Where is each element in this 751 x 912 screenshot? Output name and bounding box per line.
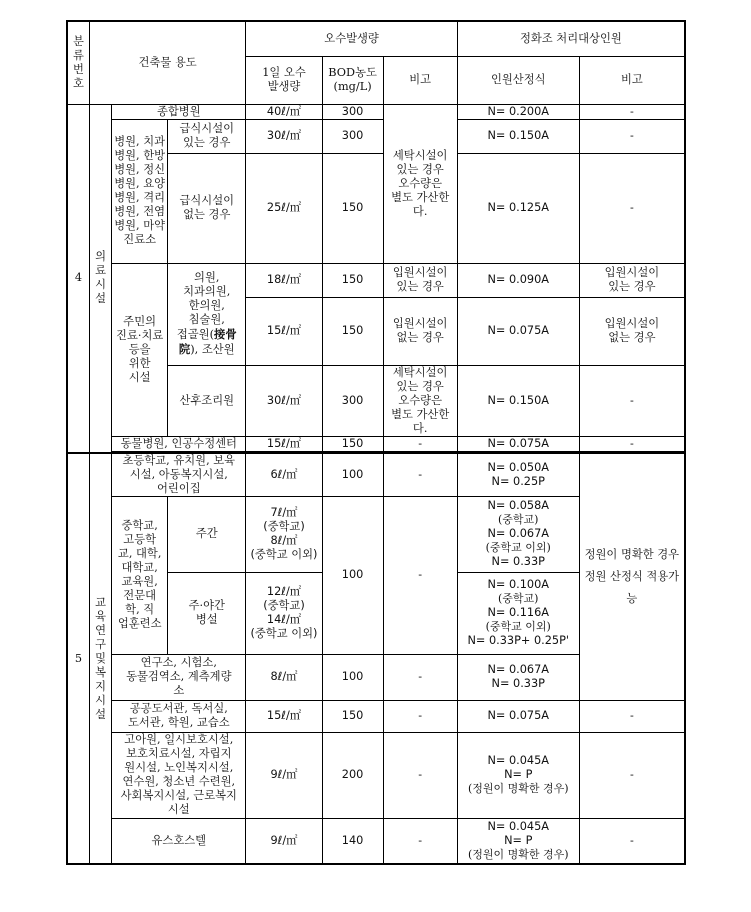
header-note: 비고: [383, 56, 457, 104]
clinic-sub-label: 의원, 치과의원, 한의원, 침술원, 접골원(接骨 院), 조산원: [168, 263, 246, 365]
row-label: 고아원, 일시보호시설, 보호치료시설, 자립지 원시설, 노인복지시설, 연수원, 청소년 수련원, 사회복지시설, 근로복지 시설: [112, 732, 246, 818]
header-formula: 인원산정식: [457, 56, 579, 104]
row-label: 연구소, 시험소, 동물검역소, 계측계량 소: [112, 654, 246, 700]
formula-cell: N= 0.045A N= P (정원이 명확한 경우): [457, 818, 579, 864]
formula-cell: N= 0.067A N= 0.33P: [457, 654, 579, 700]
school-group-label: 중학교, 고등학 교, 대학, 대학교, 교육원, 전문대 학, 직 업훈련소: [112, 496, 168, 654]
bod-value: 150: [322, 263, 383, 297]
sewage-table: [66, 20, 686, 865]
note2-cell: -: [579, 153, 685, 263]
sewage-value: 6ℓ/㎡: [246, 453, 322, 496]
sewage-value: 12ℓ/㎡ (중학교) 14ℓ/㎡ (중학교 이외): [246, 572, 322, 654]
formula-cell: N= 0.045A N= P (정원이 명확한 경우): [457, 732, 579, 818]
sewage-value: 30ℓ/㎡: [246, 365, 322, 436]
header-building-use: 건축물 용도: [89, 21, 246, 104]
bod-value: 300: [322, 104, 383, 119]
bod-value: 150: [322, 436, 383, 452]
formula-cell: N= 0.050A N= 0.25P: [457, 453, 579, 496]
note-cell: -: [383, 436, 457, 452]
formula-cell: N= 0.100A (중학교) N= 0.116A (중학교 이외) N= 0.33P+ 0.25P': [457, 572, 579, 654]
note-cell: -: [383, 818, 457, 864]
header-sewage-generation: 오수발생량: [246, 21, 457, 56]
note-cell: -: [383, 654, 457, 700]
formula-cell: N= 0.150A: [457, 365, 579, 436]
note2-cell: -: [579, 700, 685, 732]
header-category-no: 분류 번호: [67, 21, 89, 104]
row-label: 산후조리원: [168, 365, 246, 436]
bod-value: 150: [322, 700, 383, 732]
bod-value: 300: [322, 365, 383, 436]
note2-cell: -: [579, 104, 685, 119]
note2-cell: -: [579, 732, 685, 818]
note-cell: 세탁시설이 있는 경우 오수량은 별도 가산한다.: [383, 104, 457, 263]
hospital-group-label: 병원, 치과 병원, 한방 병원, 정신 병원, 요양 병원, 격리 병원, 전염 병원, 마약 진료소: [112, 119, 168, 263]
note-cell: 세탁시설이 있는 경우 오수량은 별도 가산한다.: [383, 365, 457, 436]
header-septic-target: 정화조 처리대상인원: [457, 21, 685, 56]
clinic-group-label: 주민의 진료·치료 등을 위한 시설: [112, 263, 168, 436]
sewage-value: 40ℓ/㎡: [246, 104, 322, 119]
note-cell: -: [383, 732, 457, 818]
sewage-value: 8ℓ/㎡: [246, 654, 322, 700]
formula-cell: N= 0.075A: [457, 436, 579, 452]
formula-cell: N= 0.075A: [457, 297, 579, 365]
sewage-value: 9ℓ/㎡: [246, 818, 322, 864]
formula-cell: N= 0.200A: [457, 104, 579, 119]
section-number: 4: [67, 104, 89, 453]
note-cell: -: [383, 496, 457, 654]
row-label: 유스호스텔: [112, 818, 246, 864]
note2-cell: -: [579, 119, 685, 153]
row-label: 공공도서관, 독서실, 도서관, 학원, 교습소: [112, 700, 246, 732]
bod-value: 300: [322, 119, 383, 153]
section-category: 교 육 연 구 및 복 지 시 설: [89, 453, 111, 864]
school-note2: 정원이 명확한 경우 정원 산정식 적용가능: [579, 453, 685, 700]
bod-value: 150: [322, 153, 383, 263]
section-number: 5: [67, 453, 89, 864]
note-cell: 입원시설이 없는 경우: [383, 297, 457, 365]
note2-cell: 입원시설이 있는 경우: [579, 263, 685, 297]
header-daily-sewage: 1일 오수 발생량: [246, 56, 322, 104]
note-cell: -: [383, 700, 457, 732]
sewage-value: 18ℓ/㎡: [246, 263, 322, 297]
note2-cell: -: [579, 436, 685, 452]
sewage-value: 30ℓ/㎡: [246, 119, 322, 153]
note2-cell: 입원시설이 없는 경우: [579, 297, 685, 365]
bod-value: 150: [322, 297, 383, 365]
header-bod: BOD농도 (mg/L): [322, 56, 383, 104]
bod-value: 100: [322, 496, 383, 654]
note2-cell: -: [579, 365, 685, 436]
formula-cell: N= 0.075A: [457, 700, 579, 732]
row-label: 초등학교, 유치원, 보육 시설, 아동복지시설, 어린이집: [112, 453, 246, 496]
note-cell: 입원시설이 있는 경우: [383, 263, 457, 297]
sewage-value: 25ℓ/㎡: [246, 153, 322, 263]
row-label: 급식시설이 없는 경우: [168, 153, 246, 263]
formula-cell: N= 0.058A (중학교) N= 0.067A (중학교 이외) N= 0.33P: [457, 496, 579, 572]
section-category: 의 료 시 설: [89, 104, 111, 453]
formula-cell: N= 0.125A: [457, 153, 579, 263]
sewage-value: 7ℓ/㎡ (중학교) 8ℓ/㎡ (중학교 이외): [246, 496, 322, 572]
note-cell: -: [383, 453, 457, 496]
row-label: 동물병원, 인공수정센터: [112, 436, 246, 452]
formula-cell: N= 0.090A: [457, 263, 579, 297]
row-label: 급식시설이 있는 경우: [168, 119, 246, 153]
row-label: 주·야간 병설: [168, 572, 246, 654]
sewage-value: 15ℓ/㎡: [246, 700, 322, 732]
sewage-value: 9ℓ/㎡: [246, 732, 322, 818]
header-note2: 비고: [579, 56, 685, 104]
sewage-value: 15ℓ/㎡: [246, 297, 322, 365]
bod-value: 100: [322, 654, 383, 700]
bod-value: 200: [322, 732, 383, 818]
note2-cell: -: [579, 818, 685, 864]
bod-value: 140: [322, 818, 383, 864]
formula-cell: N= 0.150A: [457, 119, 579, 153]
row-label: 종합병원: [112, 104, 246, 119]
bod-value: 100: [322, 453, 383, 496]
sewage-value: 15ℓ/㎡: [246, 436, 322, 452]
row-label: 주간: [168, 496, 246, 572]
